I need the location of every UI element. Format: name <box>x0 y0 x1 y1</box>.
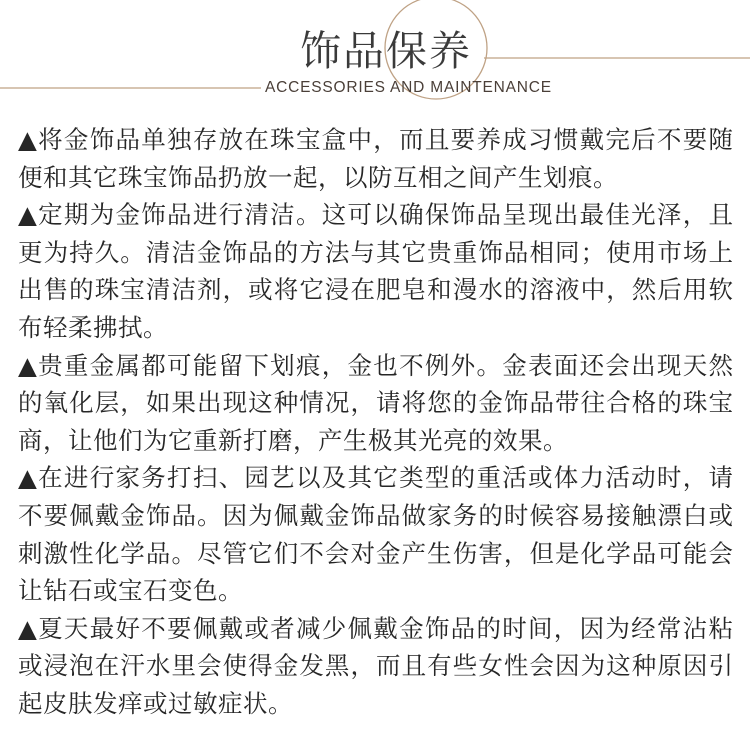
tip-line: ▲定期为金饰品进行清洁。这可以确保饰品呈现出最佳光泽，且 <box>18 200 735 230</box>
tip-line: 刺激性化学品。尽管它们不会对金产生伤害，但是化学品可能会 <box>18 538 735 568</box>
tip-line: 出售的珠宝清洁剂，或将它浸在肥皂和漫水的溶液中，然后用软 <box>18 275 735 305</box>
tip-line: ▲将金饰品单独存放在珠宝盒中，而且要养成习惯戴完后不要随 <box>18 125 735 154</box>
page-title: 饰品保养 <box>300 27 472 75</box>
tip-line: 不要佩戴金饰品。因为佩戴金饰品做家务的时候容易接触漂白或 <box>18 500 735 530</box>
tip-line: 布轻柔拂拭。 <box>18 312 168 342</box>
tip-line: 的氧化层，如果出现这种情况，请将您的金饰品带往合格的珠宝 <box>18 388 735 418</box>
tip-line: ▲贵重金属都可能留下划痕，金也不例外。金表面还会出现天然 <box>18 350 735 380</box>
tip-line: 商，让他们为它重新打磨，产生极其光亮的效果。 <box>18 425 568 455</box>
care-tips <box>18 121 733 723</box>
care-tip <box>18 121 733 196</box>
tip-line: 便和其它珠宝饰品扔放一起，以防互相之间产生划痕。 <box>18 162 618 192</box>
tip-line: 让钻石或宝石变色。 <box>18 576 243 606</box>
tip-line: 或浸泡在汗水里会使得金发黑，而且有些女性会因为这种原因引 <box>18 651 735 681</box>
care-tip <box>18 347 733 460</box>
tip-line: ▲在进行家务打扫、园艺以及其它类型的重活或体力活动时，请 <box>18 463 735 493</box>
tip-line: 起皮肤发痒或过敏症状。 <box>18 688 293 718</box>
tip-line: ▲夏天最好不要佩戴或者减少佩戴金饰品的时间，因为经常沾粘 <box>18 613 735 643</box>
page-subtitle: ACCESSORIES AND MAINTENANCE <box>265 79 552 96</box>
care-tip <box>18 610 733 723</box>
tip-line: 更为持久。清洁金饰品的方法与其它贵重饰品相同；使用市场上 <box>18 237 735 267</box>
care-tip <box>18 459 733 609</box>
care-tip <box>18 196 733 346</box>
